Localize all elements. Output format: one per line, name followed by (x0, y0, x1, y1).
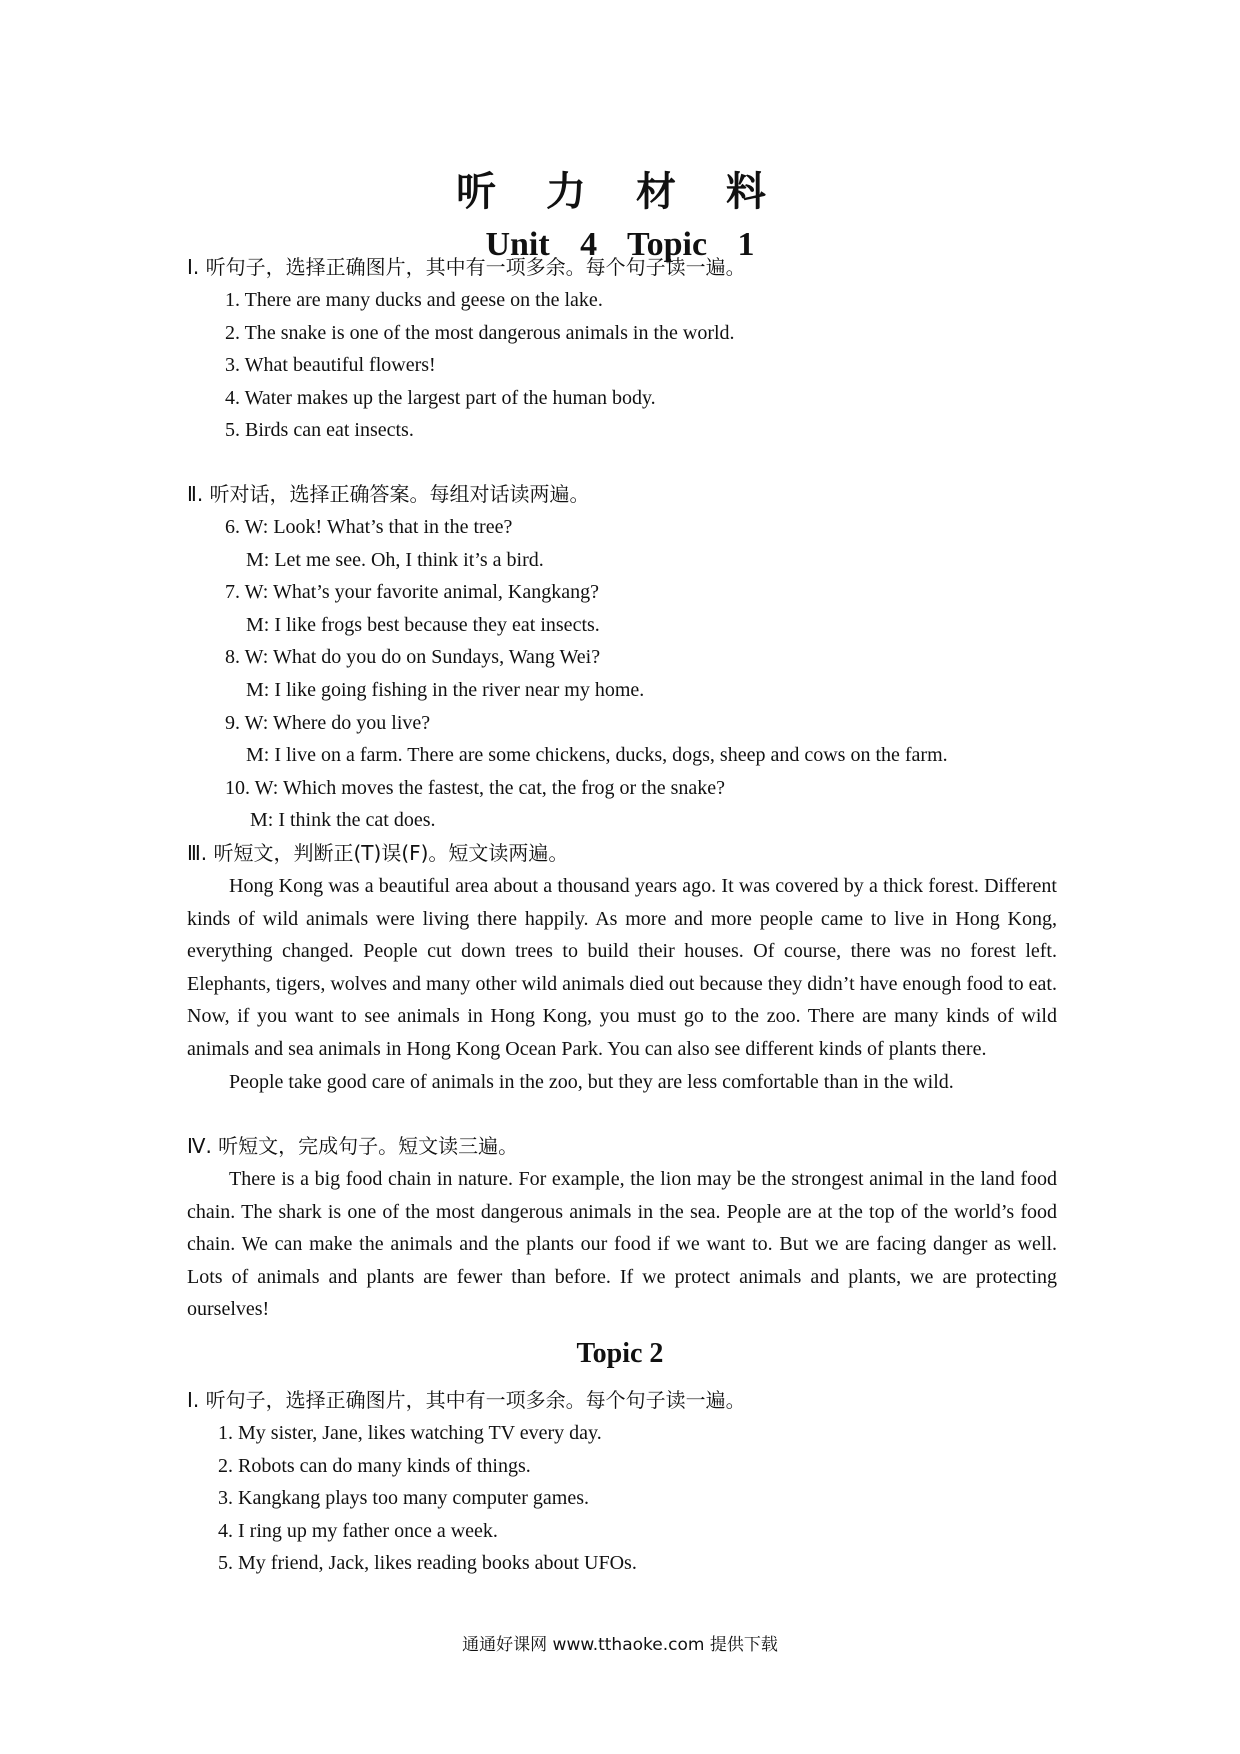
section-heading: Ⅰ. 听句子，选择正确图片，其中有一项多余。每个句子读一遍。 (187, 1388, 746, 1412)
sentence-item: 5. Birds can eat insects. (225, 419, 414, 442)
dialog-line-m: M: I think the cat does. (250, 809, 436, 832)
sentence-item: 4. Water makes up the largest part of the human body. (225, 386, 656, 409)
dialog-line-m: M: Let me see. Oh, I think it’s a bird. (246, 548, 544, 571)
passage-paragraph: There is a big food chain in nature. For example, the lion may be the strongest animal in the land food chain. The shark is one of the most dangerous animals in the sea. People are at the top of the world’s food chain. We can make the animals and the plants our food if we want to. But we are facing danger as well. Lots of animals and plants are fewer than before. If we protect animals and plants, we are protecting ourselves! (187, 1168, 1057, 1321)
passage-paragraph: Hong Kong was a beautiful area about a thousand years ago. It was covered by a thick forest. Different kinds of wild animals were living there happily. As more and more people came to live in Hong Kong, everything changed. People cut down trees to build their houses. Of course, there was no forest left. Elephants, tigers, wolves and many other wild animals died out because they didn’t have enough food to eat. Now, if you want to see animals in Hong Kong, you must go to the zoo. There are many kinds of wild animals and sea animals in Hong Kong Ocean Park. You can also see different kinds of plants there. (187, 875, 1057, 1060)
dialog-line-m: M: I like going fishing in the river near my home. (246, 678, 645, 701)
unit-title: Unit 4 Topic 1 (485, 226, 755, 263)
topic1-section-3 (187, 837, 1057, 1098)
dialog-line-m: M: I live on a farm. There are some chickens, ducks, dogs, sheep and cows on the farm. (246, 744, 948, 767)
topic1-section-4 (187, 1130, 1057, 1326)
dialog-line-w: 6. W: Look! What’s that in the tree? (225, 516, 513, 538)
page-title: 听 力 材 料 (456, 169, 784, 215)
sentence-item: 5. My friend, Jack, likes reading books about UFOs. (218, 1552, 637, 1575)
passage-paragraph: People take good care of animals in the zoo, but they are less comfortable than in the wild. (229, 1070, 954, 1093)
dialog-line-w: 8. W: What do you do on Sundays, Wang Wei? (225, 646, 601, 669)
dialog-line-w: 7. W: What’s your favorite animal, Kangkang? (225, 581, 599, 604)
sentence-item: 3. Kangkang plays too many computer games. (218, 1487, 590, 1510)
topic1-section-1 (187, 251, 1057, 447)
topic2-section-1 (187, 1384, 1057, 1580)
dialog-line-m: M: I like frogs best because they eat insects. (246, 613, 600, 636)
page-footer: 通通好课网 www.tthaoke.com 提供下载 (462, 1635, 778, 1655)
sentence-item: 1. There are many ducks and geese on the lake. (225, 289, 603, 311)
sentence-item: 1. My sister, Jane, likes watching TV every day. (218, 1422, 602, 1444)
topic2-title: Topic 2 (576, 1338, 664, 1369)
dialog-line-w: 10. W: Which moves the fastest, the cat, the frog or the snake? (225, 776, 726, 799)
section-heading: Ⅲ. 听短文，判断正(T)误(F)。短文读两遍。 (187, 841, 569, 865)
section-heading: Ⅱ. 听对话，选择正确答案。每组对话读两遍。 (187, 482, 590, 506)
dialog-line-w: 9. W: Where do you live? (225, 711, 431, 734)
section-heading: Ⅰ. 听句子，选择正确图片，其中有一项多余。每个句子读一遍。 (187, 255, 746, 279)
topic1-section-2 (187, 478, 1057, 837)
sentence-item: 4. I ring up my father once a week. (218, 1519, 498, 1542)
section-heading: Ⅳ. 听短文，完成句子。短文读三遍。 (187, 1134, 519, 1158)
sentence-item: 3. What beautiful flowers! (225, 354, 436, 377)
sentence-item: 2. The snake is one of the most dangerous animals in the world. (225, 321, 735, 344)
sentence-item: 2. Robots can do many kinds of things. (218, 1454, 531, 1477)
